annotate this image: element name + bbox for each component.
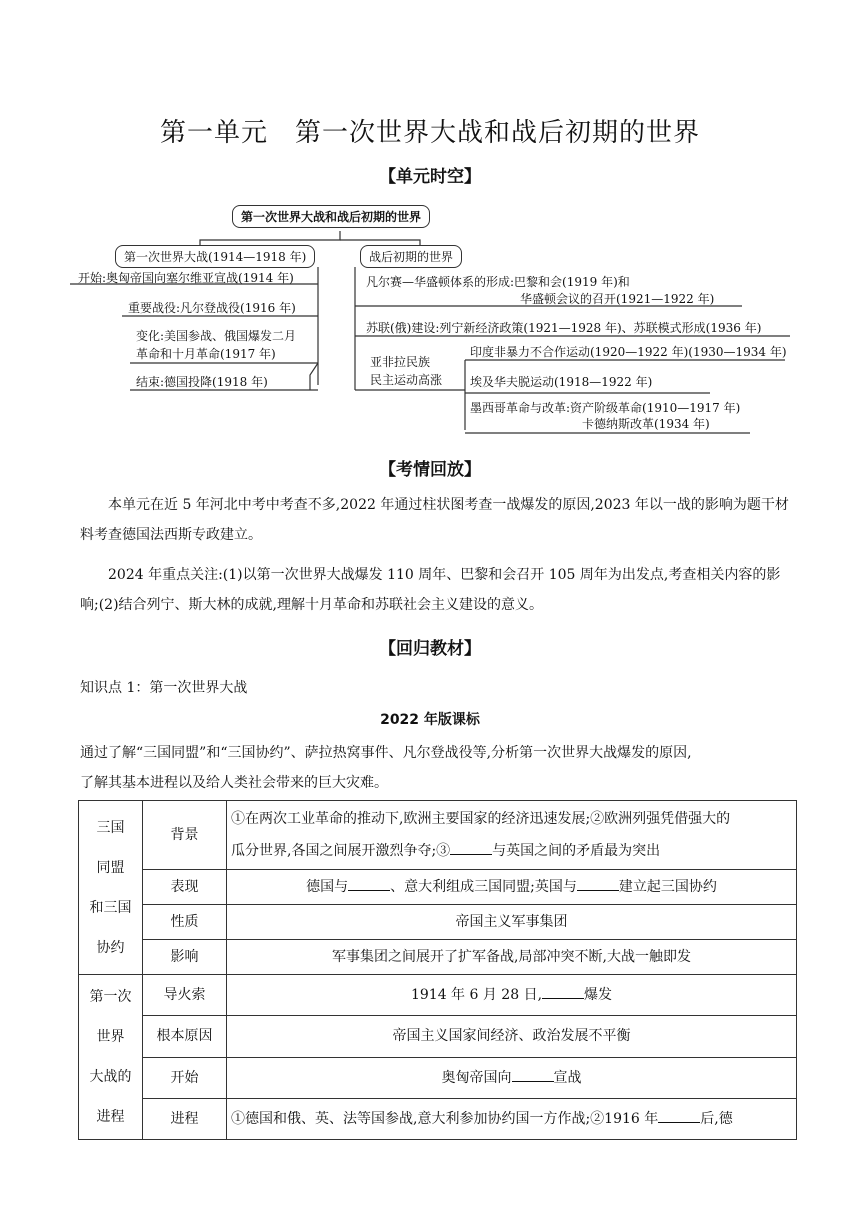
row-label: 影响 (143, 940, 227, 975)
mind-map-item: 革命和十月革命(1917 年) (136, 347, 276, 361)
mind-map-item: 变化:美国参战、俄国爆发二月 (136, 329, 297, 343)
row-label: 开始 (143, 1057, 227, 1098)
group-label-war-process: 第一次 世界 大战的 进程 (79, 975, 143, 1140)
mind-map-item: 重要战役:凡尔登战役(1916 年) (128, 301, 296, 315)
mind-map-item: 华盛顿会议的召开(1921—1922 年) (520, 292, 715, 306)
table-cell: ①在两次工业革命的推动下,欧洲主要国家的经济迅速发展;②欧洲列强凭借强大的 瓜分世界,各国之间展开激烈争夺;③ 与英国之间的矛盾最为突出 (227, 801, 797, 870)
mind-map-item: 凡尔赛—华盛顿体系的形成:巴黎和会(1919 年)和 (366, 275, 630, 289)
fill-blank[interactable] (450, 840, 492, 855)
row-label: 进程 (143, 1098, 227, 1139)
mind-map-item: 民主运动高涨 (370, 373, 443, 387)
fill-blank[interactable] (348, 876, 390, 891)
group-label-alliances: 三国 同盟 和三国 协约 (79, 801, 143, 975)
table-row (79, 1098, 797, 1139)
table-cell: 帝国主义军事集团 (227, 905, 797, 940)
curriculum-standard-title: 2022 年版课标 (380, 712, 480, 728)
row-label: 导火索 (143, 975, 227, 1016)
page-title: 第一单元 第一次世界大战和战后初期的世界 (159, 118, 700, 148)
mind-map-sub-item: 卡德纳斯改革(1934 年) (582, 417, 710, 431)
table-row (79, 975, 797, 1016)
table-cell: 军事集团之间展开了扩军备战,局部冲突不断,大战一触即发 (227, 940, 797, 975)
mind-map-branch-postwar: 战后初期的世界 (360, 245, 462, 268)
fill-blank[interactable] (542, 984, 584, 999)
mind-map-item: 开始:奥匈帝国向塞尔维亚宣战(1914 年) (78, 271, 294, 285)
curriculum-standard-text-2: 了解其基本进程以及给人类社会带来的巨大灾难。 (80, 775, 388, 791)
mind-map-sub-item: 埃及华夫脱运动(1918—1922 年) (470, 375, 653, 389)
mind-map-item: 结束:德国投降(1918 年) (136, 375, 268, 389)
mind-map-root: 第一次世界大战和战后初期的世界 (232, 205, 430, 228)
knowledge-table (78, 800, 797, 1140)
fill-blank[interactable] (512, 1067, 554, 1082)
table-cell: ①德国和俄、英、法等国参战,意大利参加协约国一方作战;②1916 年 后,德 (227, 1098, 797, 1139)
table-cell: 奥匈帝国向 宣战 (227, 1057, 797, 1098)
table-cell: 1914 年 6 月 28 日, 爆发 (227, 975, 797, 1016)
fill-blank[interactable] (577, 876, 619, 891)
section-heading-unit-timeline: 【单元时空】 (379, 167, 481, 187)
section-heading-exam-review: 【考情回放】 (379, 460, 481, 480)
mind-map-item: 苏联(俄)建设:列宁新经济政策(1921—1928 年)、苏联模式形成(1936 年) (366, 321, 762, 335)
table-row (79, 801, 797, 870)
row-label: 表现 (143, 870, 227, 905)
mind-map-sub-item: 印度非暴力不合作运动(1920—1922 年)(1930—1934 年) (470, 345, 787, 359)
table-row (79, 870, 797, 905)
unit-mind-map (70, 195, 800, 440)
section-heading-textbook: 【回归教材】 (379, 639, 481, 659)
table-row (79, 1016, 797, 1057)
mind-map-sub-item: 墨西哥革命与改革:资产阶级革命(1910—1917 年) (470, 401, 741, 415)
row-label: 背景 (143, 801, 227, 870)
knowledge-point-label: 知识点 1：第一次世界大战 (80, 680, 248, 696)
table-row (79, 1057, 797, 1098)
fill-blank[interactable] (658, 1108, 700, 1123)
table-row (79, 940, 797, 975)
table-cell: 帝国主义国家间经济、政治发展不平衡 (227, 1016, 797, 1057)
review-paragraph-1: 本单元在近 5 年河北中考中考查不多,2022 年通过柱状图考查一战爆发的原因,2023 年以一战的影响为题干材料考查德国法西斯专政建立。 (80, 497, 789, 543)
mind-map-branch-wwi: 第一次世界大战(1914—1918 年) (115, 245, 315, 268)
row-label: 根本原因 (143, 1016, 227, 1057)
row-label: 性质 (143, 905, 227, 940)
mind-map-item: 亚非拉民族 (370, 355, 431, 369)
table-cell: 德国与 、意大利组成三国同盟;英国与 建立起三国协约 (227, 870, 797, 905)
table-row (79, 905, 797, 940)
curriculum-standard-text: 通过了解“三国同盟”和“三国协约”、萨拉热窝事件、凡尔登战役等,分析第一次世界大战爆发的原因, (80, 745, 692, 761)
review-paragraph-2: 2024 年重点关注:(1)以第一次世界大战爆发 110 周年、巴黎和会召开 105 周年为出发点,考查相关内容的影响;(2)结合列宁、斯大林的成就,理解十月革命和苏联社会主义建设的意义。 (80, 567, 781, 613)
